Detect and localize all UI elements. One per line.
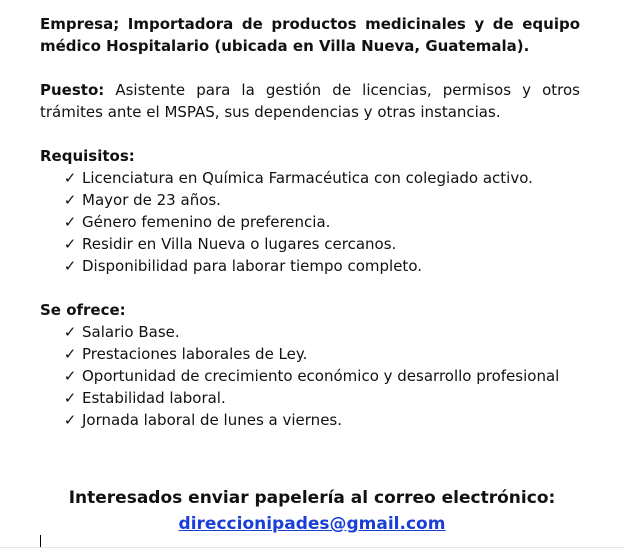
requirements-title: Requisitos: bbox=[40, 147, 135, 165]
page-edge-divider bbox=[0, 547, 624, 548]
check-mark-icon: ✓ bbox=[63, 411, 77, 429]
check-mark-icon: ✓ bbox=[63, 213, 77, 231]
check-mark-icon: ✓ bbox=[63, 169, 77, 187]
list-item bbox=[63, 211, 580, 233]
contact-email-link[interactable]: direccionipades@gmail.com bbox=[178, 514, 446, 534]
list-item bbox=[63, 233, 580, 255]
check-mark-icon: ✓ bbox=[63, 389, 77, 407]
requirements-list bbox=[40, 167, 580, 277]
spacer bbox=[40, 123, 580, 145]
list-item bbox=[63, 255, 580, 277]
spacer bbox=[40, 57, 580, 79]
check-mark-icon: ✓ bbox=[63, 323, 77, 341]
list-item-text: Licenciatura en Química Farmacéutica con colegiado activo. bbox=[82, 169, 533, 187]
list-item-text: Jornada laboral de lunes a viernes. bbox=[82, 411, 343, 429]
position-paragraph bbox=[40, 79, 580, 123]
offer-title: Se ofrece: bbox=[40, 301, 126, 319]
offer-list bbox=[40, 321, 580, 431]
position-label: Puesto: bbox=[40, 81, 105, 99]
check-mark-icon: ✓ bbox=[63, 367, 77, 385]
list-item-text: Oportunidad de crecimiento económico y desarrollo profesional bbox=[82, 367, 560, 385]
list-item-text: Disponibilidad para laborar tiempo completo. bbox=[82, 257, 422, 275]
list-item-text: Prestaciones laborales de Ley. bbox=[82, 345, 308, 363]
list-item-text: Género femenino de preferencia. bbox=[82, 213, 331, 231]
check-mark-icon: ✓ bbox=[63, 345, 77, 363]
list-item-text: Residir en Villa Nueva o lugares cercanos. bbox=[82, 235, 397, 253]
list-item bbox=[63, 409, 580, 431]
contact-title: Interesados enviar papelería al correo electrónico: bbox=[68, 488, 556, 508]
list-item bbox=[63, 365, 580, 387]
list-item bbox=[63, 189, 580, 211]
text-cursor bbox=[40, 535, 41, 547]
list-item-text: Estabilidad laboral. bbox=[82, 389, 226, 407]
check-mark-icon: ✓ bbox=[63, 191, 77, 209]
company-description: Empresa; Importadora de productos medicinales y de equipo médico Hospitalario (ubicada en Villa Nueva, Guatemala). bbox=[40, 15, 580, 55]
job-posting-document bbox=[40, 13, 580, 431]
list-item-text: Salario Base. bbox=[82, 323, 180, 341]
list-item bbox=[63, 321, 580, 343]
list-item-text: Mayor de 23 años. bbox=[82, 191, 221, 209]
position-text: Asistente para la gestión de licencias, permisos y otros trámites ante el MSPAS, sus dependencias y otras instancias. bbox=[40, 81, 580, 121]
list-item bbox=[63, 387, 580, 409]
check-mark-icon: ✓ bbox=[63, 257, 77, 275]
list-item bbox=[63, 167, 580, 189]
spacer bbox=[40, 277, 580, 299]
check-mark-icon: ✓ bbox=[63, 235, 77, 253]
list-item bbox=[63, 343, 580, 365]
